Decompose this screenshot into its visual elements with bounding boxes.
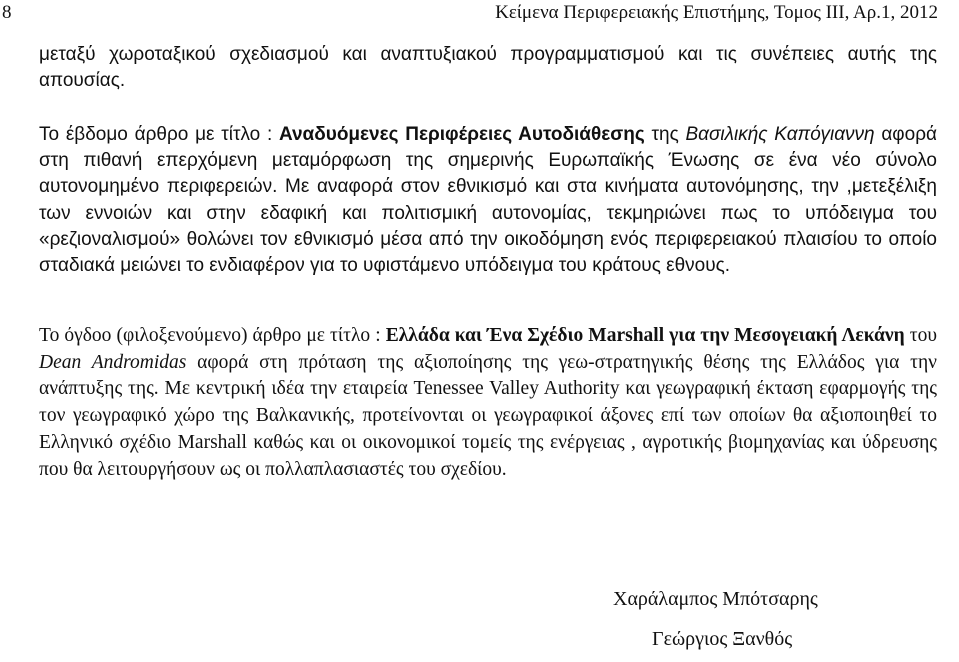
paragraph-text: της: [644, 124, 686, 145]
paragraph-text: του: [904, 325, 937, 346]
paragraph-intro: μεταξύ χωροταξικού σχεδιασμού και αναπτυξιακού προγραμματισμού και τις συνέπειες αυτής της απουσίας.: [39, 44, 937, 92]
running-title: Κείμενα Περιφερειακής Επιστήμης, Τομος ΙΙΙ, Αρ.1, 2012: [495, 2, 938, 23]
paragraph-text: αφορά στη πρόταση της αξιοποίησης της γεω-στρατηγικής θέσης της Ελλάδος για την ανάπτυξης της. Με κεντρική ιδέα την εταιρεία Tenessee Valley Authority και γεωγραφική έκταση εφαρμογής της τον γεωγραφικό χώρο της Βαλκανικής, προτείνονται οι γεωγραφικοί άξονες επί των οποίων θα αξιοποιηθεί το Ελληνικό σχέδιο Marshall καθώς και οι οικονομικοί τομείς της ενέργειας , αγροτικής βιομηχανίας και ύδρευσης που θα λειτουργήσουν ως οι πολλαπλασιαστές του σχεδίου.: [39, 351, 937, 480]
signer-name: Γεώργιος Ξανθός: [652, 628, 793, 650]
paragraph-text: αφορά στη πιθανή επερχόμενη μεταμόρφωση της σημερινής Ευρωπαϊκής Ένωσης σε ένα νέο σύνολο αυτονομημένο περιφερειών. Με αναφορά στον εθνικισμό και στα κινήματα αυτονόμησης, την ,μετεξέλιξη των εννοιών και στην εδαφική και πολιτισμική αυτονομίας, τεκμηριώνει πως το υπόδειγμα του «ρεζιοναλισμού» θολώνει τον εθνικισμό μέσα από την οικοδόμηση ενός περιφερειακού πλαισίου το οποίο σταδιακά μειώνει το ενδιαφέρον για το υφιστάμενο υπόδειγμα του κράτους εθνους.: [39, 124, 937, 277]
article-author: Βασιλικής Καπόγιαννη: [685, 124, 875, 145]
article-title: Αναδυόμενες Περιφέρειες Αυτοδιάθεσης: [278, 124, 645, 145]
article-title: Ελλάδα και Ένα Σχέδιο Marshall για την Μεσογειακή Λεκάνη: [385, 325, 905, 346]
article-author: Dean Andromidas: [39, 351, 187, 373]
signer-name: Χαράλαμπος Μπότσαρης: [613, 588, 818, 610]
paragraph-text: Το έβδομο άρθρο με τίτλο :: [39, 124, 279, 145]
paragraph-text: Το όγδοο (φιλοξενούμενο) άρθρο με τίτλο :: [39, 325, 386, 346]
page-number: 8: [2, 2, 12, 23]
